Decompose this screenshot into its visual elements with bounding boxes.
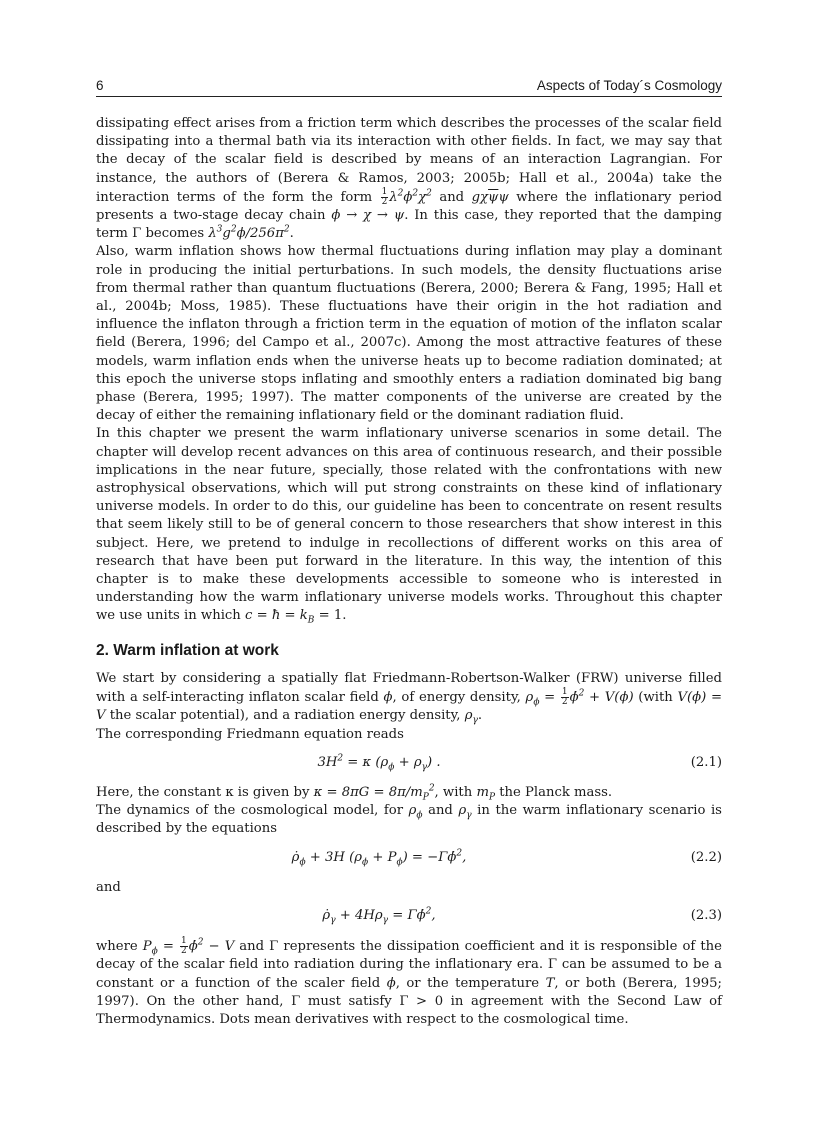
page-number: 6 [96,78,104,93]
equation-number: (2.3) [690,907,722,923]
section-title: 2. Warm inflation at work [96,641,279,659]
intro-paragraph-1: dissipating effect arises from a friction term which describes the processes of the scalar field dissipating into a thermal bath via its interaction with other fields. In fact, we may say that the decay of the scalar field is described by means of an interaction Lagrangian. For instance, the authors of (Berera & Ramos, 2003; 2005b; Hall et al., 2004a) take the interaction terms of the form the form $\frac{1}{2}$ $\lambda^2\phi^2\chi^2$ and $g\chi\overline{\psi}\psi$ where the inflationary period presents a two-stage decay chain ϕ → χ → ψ. In this case, they reported that the damping term Γ becomes $\lambda^3g^2\phi/256\pi^2$. [96,116,722,242]
section-paragraph-2: The corresponding Friedmann equation reads [96,726,404,742]
body-text [96,115,722,1029]
running-title: Aspects of Today´s Cosmology [536,78,722,93]
equation-2-3: $\rhȯ_\gamma + 4H\rho_\gamma$ = Γϕ̇$^2$, (2.3) [322,906,722,926]
intro-paragraph-3: In this chapter we present the warm inflationary universe scenarios in some detail. The chapter will develop recent advances on this area of continuous research, and their possible implications in the near future, specially, those related with the confrontations with new astrophysical observations, which will put strong constraints on these kind of inflationary universe models. In order to do this, our guideline has been to concentrate on resent results that seem likely still to be of general concern to those researchers that show interest in this subject. Here, we pretend to indulge in recollections of different works on this area of research that have been put forward in the literature. In this way, the intention of this chapter is to make these developments accessible to someone who is interested in understanding how the warm inflationary universe models works. Throughout this chapter we use units in which c = ħ = $k_B = 1$. [96,426,722,627]
and-connector: and [96,879,121,895]
section-paragraph-5: where $P_\phi$ = $\frac{1}{2}$ ϕ̇$^2$ − V and Γ represents the dissipation coefficient and it is responsible of the decay of the scalar field into radiation during the inflationary era. Γ can be assumed to be a constant or a function of the scaler field ϕ, or the temperature T, or both (Berera, 1995; 1997). On the other hand, Γ must satisfy Γ > 0 in agreement with the Second Law of Thermodynamics. Dots mean derivatives with respect to the cosmological time. [96,936,722,1027]
equation-number: (2.2) [690,849,722,865]
section-paragraph-4: The dynamics of the cosmological model, for $\rho_\phi$ and $\rho_\gamma$ in the warm inflationary scenario is described by the equations [96,803,722,837]
page [96,78,722,1029]
intro-paragraph-2: Also, warm inflation shows how thermal fluctuations during inflation may play a dominant role in producing the initial perturbations. In such models, the density fluctuations arise from thermal rather than quantum fluctuations (Berera, 2000; Berera & Fang, 1995; Hall et al., 2004b; Moss, 1985). These fluctuations have their origin in the hot radiation and influence the inflaton through a friction term in the equation of motion of the inflaton scalar field (Berera, 1996; del Campo et al., 2007c). Among the most attractive features of these models, warm inflation ends when the universe heats up to become radiation dominated; at this epoch the universe stops inflating and smoothly enters a radiation dominated big bang phase (Berera, 1995; 1997). The matter components of the universe are created by the decay of either the remaining inflationary field or the dominant radiation fluid. [96,244,722,424]
section-paragraph-3: Here, the constant κ is given by $\kappa = 8\pi G = 8\pi/m_P^2$, with $m_P$ the Planck mass. [96,783,613,803]
section-paragraph-1: We start by considering a spatially flat Friedmann-Robertson-Walker (FRW) universe filled with a self-interacting inflaton scalar field ϕ, of energy density, $\rho_\phi$ = $\frac{1}{2}$ ϕ̇$^2$ + V(ϕ) (with V(ϕ) = V the scalar potential), and a radiation energy density, $\rho_\gamma$. [96,670,722,726]
running-header [96,78,722,97]
equation-number: (2.1) [690,754,722,770]
equation-2-2: $\rhȯ_\phi + 3H$ $(\rho_\phi + P_\phi)$ = −Γϕ̇$^2$, (2.2) [291,848,722,868]
equation-2-1: $3H^2 = \kappa$ $(\rho_\phi + \rho_\gamma)$ . (2.1) [317,753,722,773]
